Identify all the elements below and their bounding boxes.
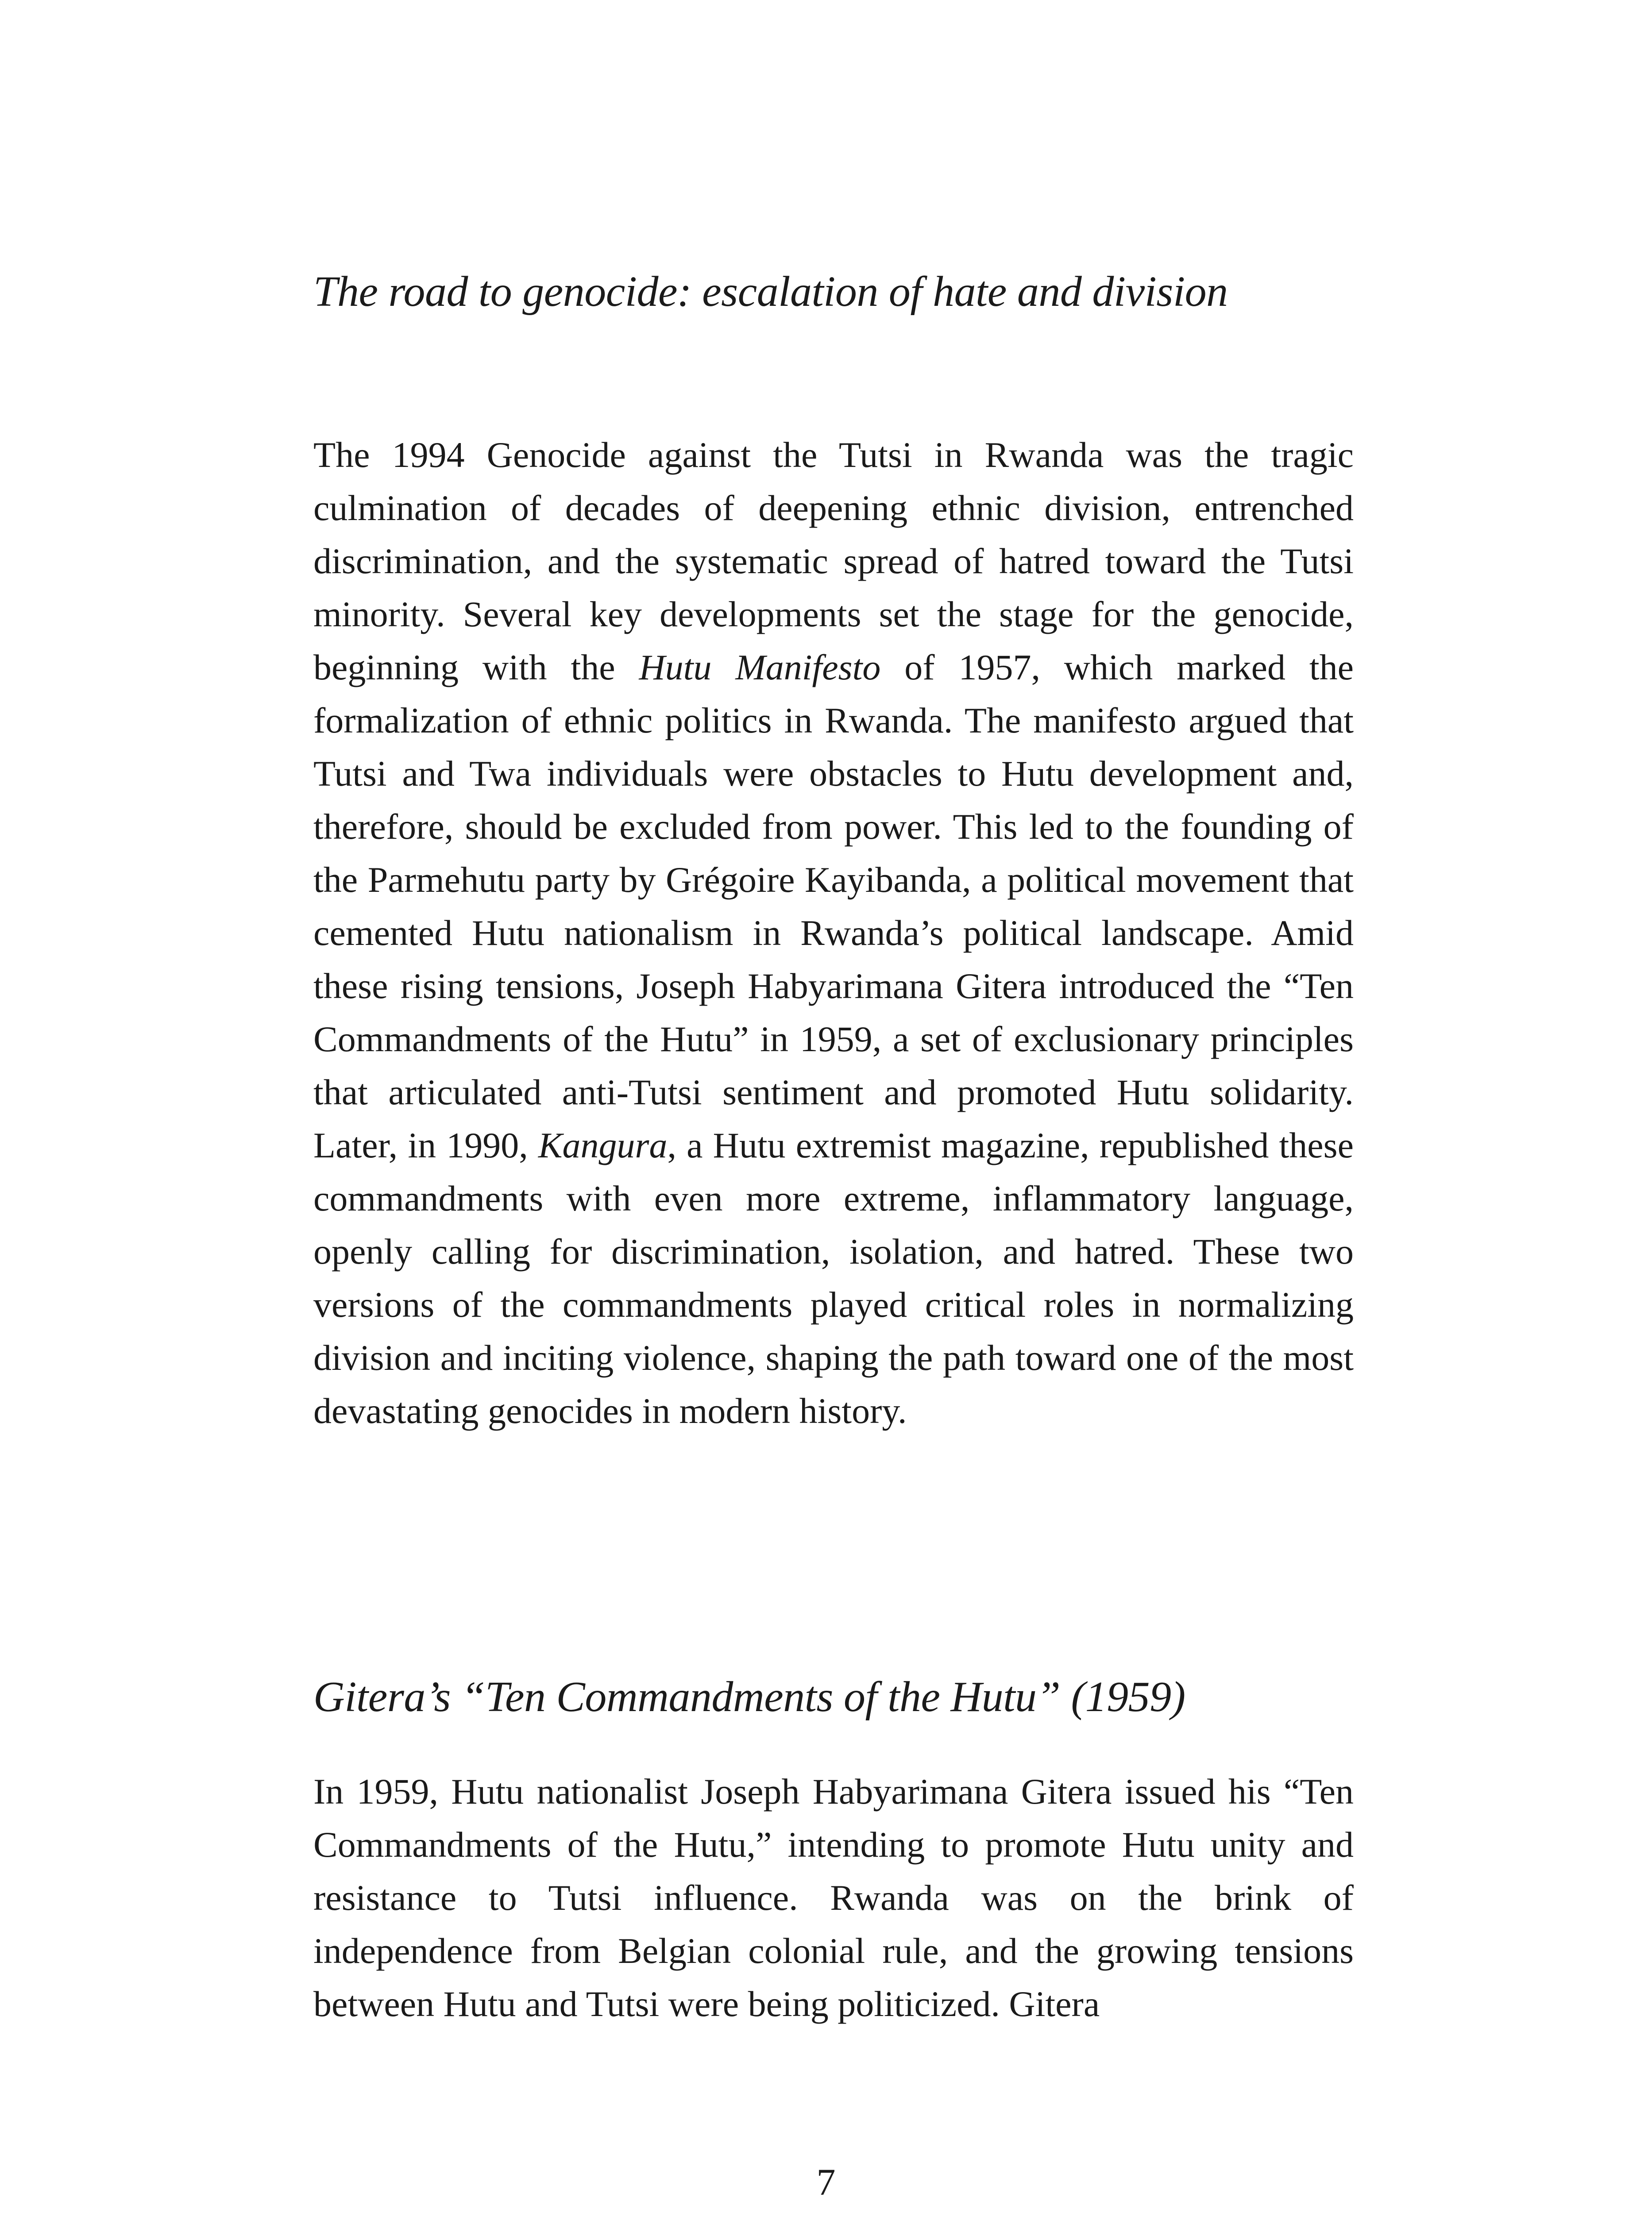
section-heading-text: The road to genocide: escalation of hate and division	[313, 268, 1228, 316]
section-heading-text: Gitera’s “Ten Commandments of the Hutu” (1959)	[313, 1673, 1185, 1721]
body-text: of 1957, which marked the formalization of ethnic politics in Rwanda. The manifesto argued that Tutsi and Twa individuals were obstacles to Hutu development and, therefore, should be excluded from power. This led to the founding of the Parmehutu party by Grégoire Kayibanda, a political movement that cemented Hutu nationalism in Rwanda’s political landscape. Amid these rising tensions, Joseph Habyarimana Gitera introduced the “Ten Commandments of the Hutu” in 1959, a set of exclusionary principles that articulated anti-Tutsi sentiment and promoted Hutu solidarity. Later, in 1990,	[313, 647, 1354, 1165]
section-body-road-to-genocide	[313, 428, 1354, 1438]
section-heading-ten-commandments	[313, 1662, 1354, 1732]
section-body-ten-commandments	[313, 1765, 1354, 2031]
italic-title-kangura: Kangura	[538, 1125, 668, 1165]
body-text: , a Hutu extremist magazine, republished these commandments with even more extreme, inflammatory language, openly calling for discrimination, isolation, and hatred. These two versions of the commandments played critical roles in normalizing division and inciting violence, shaping the path toward one of the most devastating genocides in modern history.	[313, 1125, 1354, 1431]
section-heading-road-to-genocide	[313, 257, 1354, 327]
page-number: 7	[816, 2161, 836, 2203]
body-paragraph	[313, 428, 1354, 1438]
body-text: The 1994 Genocide against the Tutsi in Rwanda was the tragic culmination of decades of deepening ethnic division, entrenched discrimination, and the systematic spread of hatred toward the Tutsi minority. Several key developments set the stage for the genocide, beginning with the	[313, 435, 1354, 687]
italic-title-hutu-manifesto: Hutu Manifesto	[639, 647, 881, 687]
body-paragraph: In 1959, Hutu nationalist Joseph Habyarimana Gitera issued his “Ten Commandments of the Hutu,” intending to promote Hutu unity and resistance to Tutsi influence. Rwanda was on the brink of independence from Belgian colonial rule, and the growing tensions between Hutu and Tutsi were being politicized. Gitera	[313, 1771, 1354, 2024]
